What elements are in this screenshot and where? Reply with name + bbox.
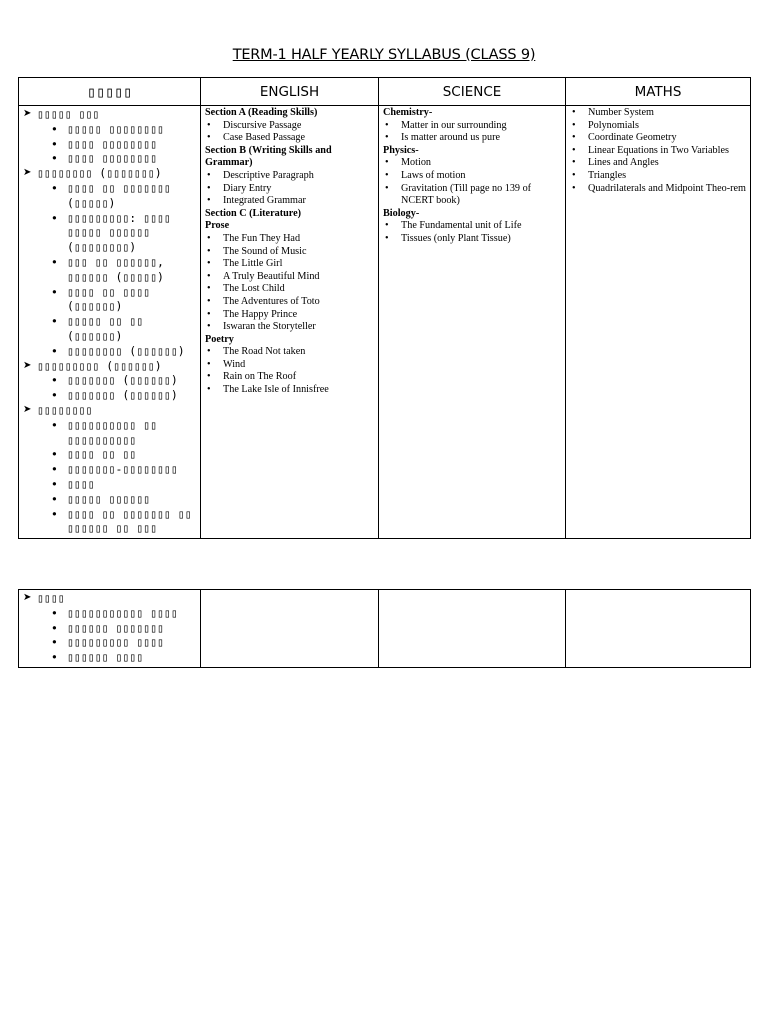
list-item: [383, 157, 562, 170]
list-item-text: ▯▯▯▯▯▯▯▯ (▯▯▯▯▯▯): [67, 343, 185, 358]
dot-bullet-icon: •: [385, 169, 389, 181]
list-item-text: The Little Girl: [223, 258, 283, 270]
dot-bullet-icon: •: [51, 635, 58, 650]
table-header-row: [19, 78, 751, 106]
dot-bullet-icon: •: [207, 258, 211, 270]
list-item-text: Is matter around us pure: [401, 132, 501, 144]
list-item: [51, 211, 198, 255]
list-item: [51, 621, 198, 636]
dot-bullet-icon: •: [207, 384, 211, 396]
section-label: ▯▯▯▯▯▯▯▯: [37, 402, 93, 417]
header-science: SCIENCE: [379, 78, 566, 106]
list-item: [205, 258, 375, 271]
dot-bullet-icon: •: [207, 119, 211, 131]
list-item: [51, 151, 198, 166]
list-item: [51, 650, 198, 665]
dot-bullet-icon: •: [207, 371, 211, 383]
hindi-list: [21, 107, 198, 536]
maths-column-continued: [566, 590, 751, 668]
list-item: [570, 120, 747, 133]
dot-bullet-icon: •: [207, 308, 211, 320]
dot-bullet-icon: •: [385, 157, 389, 169]
arrow-bullet-icon: ➤: [23, 108, 32, 119]
dot-bullet-icon: •: [572, 107, 576, 118]
section-heading: Chemistry-: [383, 107, 433, 118]
list-item: [383, 233, 562, 246]
dot-bullet-icon: •: [51, 314, 58, 329]
section-label: ▯▯▯▯▯ ▯▯▯: [37, 107, 100, 121]
list-item-text: ▯▯▯▯▯▯▯ (▯▯▯▯▯▯): [67, 373, 178, 388]
dot-bullet-icon: •: [51, 284, 58, 299]
list-item: [383, 183, 562, 208]
list-item-text: ▯▯▯▯▯▯▯▯▯: ▯▯▯▯ ▯▯▯▯▯ ▯▯▯▯▯▯ (▯▯▯▯▯▯▯▯): [67, 210, 171, 255]
list-item: [51, 477, 198, 492]
sublist: [37, 373, 198, 403]
list-item-text: Diary Entry: [223, 182, 272, 194]
dot-bullet-icon: •: [51, 254, 58, 269]
list-item: [205, 371, 375, 384]
list-item: [205, 233, 375, 246]
list-item-text: Wind: [223, 358, 246, 370]
list-item: [205, 283, 375, 296]
list-item-text: Motion: [401, 157, 432, 169]
list-item-text: Gravitation (Till page no 139 of NCERT book): [401, 182, 532, 207]
list-item-text: ▯▯▯▯▯ ▯▯▯▯▯▯▯▯: [67, 121, 164, 136]
list-item-text: Discursive Passage: [223, 119, 302, 131]
dot-bullet-icon: •: [207, 132, 211, 144]
list-item: [205, 346, 375, 359]
hindi-column: [19, 106, 201, 539]
list-item: [570, 157, 747, 170]
list-item-text: Quadrilaterals and Midpoint Theo-rem: [588, 182, 746, 194]
list-item-text: Iswaran the Storyteller: [223, 321, 316, 333]
dot-bullet-icon: •: [51, 121, 58, 136]
list-item: [51, 388, 198, 403]
list-item: [205, 183, 375, 196]
dot-bullet-icon: •: [51, 447, 58, 462]
section-label: ▯▯▯▯: [37, 591, 65, 605]
dot-bullet-icon: •: [207, 195, 211, 207]
dot-bullet-icon: •: [207, 245, 211, 257]
dot-bullet-icon: •: [572, 119, 576, 131]
dot-bullet-icon: •: [51, 491, 58, 506]
dot-bullet-icon: •: [207, 346, 211, 358]
section-heading: Biology-: [383, 207, 420, 219]
list-item-text: ▯▯▯▯▯▯ ▯▯▯▯: [67, 650, 144, 665]
dot-bullet-icon: •: [51, 506, 58, 521]
dot-bullet-icon: •: [51, 136, 58, 151]
list-item-text: ▯▯▯▯▯▯▯-▯▯▯▯▯▯▯▯: [67, 462, 178, 477]
list-item: [205, 296, 375, 309]
list-item: [205, 246, 375, 259]
table-row: [19, 590, 751, 668]
list-item-text: The Sound of Music: [223, 245, 307, 257]
dot-bullet-icon: •: [572, 169, 576, 181]
english-column-continued: [201, 590, 379, 668]
list-item-text: Case Based Passage: [223, 132, 306, 144]
list-item: [51, 462, 198, 477]
dot-bullet-icon: •: [51, 605, 58, 620]
list-item-text: ▯▯▯▯ ▯▯ ▯▯▯▯▯▯▯ ▯▯ ▯▯▯▯▯▯ ▯▯ ▯▯▯: [67, 506, 192, 536]
topic-list: [205, 170, 375, 208]
arrow-bullet-icon: ➤: [23, 167, 32, 179]
header-english: ENGLISH: [201, 78, 379, 106]
list-item-text: Number System: [588, 107, 654, 118]
dot-bullet-icon: •: [207, 283, 211, 295]
list-item: [51, 122, 198, 137]
dot-bullet-icon: •: [385, 132, 389, 144]
syllabus-table-continued: [18, 589, 751, 668]
list-item: [205, 384, 375, 397]
list-item-text: ▯▯▯▯: [67, 476, 95, 491]
list-item: [205, 271, 375, 284]
list-item: [51, 418, 198, 448]
list-item: [51, 447, 198, 462]
section-heading: Section C (Literature): [205, 207, 302, 219]
section-heading: Section B (Writing Skills and Grammar): [205, 144, 332, 169]
list-item: [51, 181, 198, 211]
page-title: TERM-1 HALF YEARLY SYLLABUS (CLASS 9): [232, 47, 536, 63]
maths-column: [566, 106, 751, 539]
list-item: [570, 145, 747, 158]
list-item-text: Coordinate Geometry: [588, 132, 677, 144]
sublist: [37, 181, 198, 359]
list-item: [205, 170, 375, 183]
dot-bullet-icon: •: [207, 358, 211, 370]
dot-bullet-icon: •: [572, 144, 576, 156]
list-item: [205, 321, 375, 334]
list-item-text: Lines and Angles: [588, 157, 659, 169]
science-column-continued: [379, 590, 566, 668]
dot-bullet-icon: •: [207, 169, 211, 181]
topic-list: [205, 120, 375, 145]
section-heading: Section A (Reading Skills): [205, 107, 318, 118]
dot-bullet-icon: •: [51, 210, 58, 225]
dot-bullet-icon: •: [385, 232, 389, 244]
table-body-row: [19, 106, 751, 539]
second-sublist: [37, 606, 198, 665]
list-item-text: Laws of motion: [401, 169, 466, 181]
dot-bullet-icon: •: [51, 388, 58, 403]
list-item: [21, 403, 198, 536]
list-item-text: ▯▯▯▯▯▯▯▯▯▯▯ ▯▯▯▯: [67, 605, 178, 620]
list-item-text: ▯▯▯▯ ▯▯ ▯▯: [67, 447, 137, 462]
list-item: [570, 183, 747, 196]
topic-list: [205, 346, 375, 396]
list-item-text: The Happy Prince: [223, 308, 298, 320]
topic-list: [205, 233, 375, 334]
dot-bullet-icon: •: [207, 232, 211, 244]
topic-list: [383, 157, 562, 207]
list-item: [205, 120, 375, 133]
list-item-text: The Road Not taken: [223, 346, 306, 358]
dot-bullet-icon: •: [207, 321, 211, 333]
dot-bullet-icon: •: [51, 417, 58, 432]
section-label: ▯▯▯▯▯▯▯▯ (▯▯▯▯▯▯▯): [37, 166, 162, 181]
list-item: [51, 507, 198, 537]
list-item-text: Tissues (only Plant Tissue): [401, 232, 511, 244]
list-item: [570, 132, 747, 145]
science-column: [379, 106, 566, 539]
list-item: [51, 635, 198, 650]
list-item-text: Rain on The Roof: [223, 371, 297, 383]
second-list: [21, 591, 198, 665]
dot-bullet-icon: •: [572, 132, 576, 144]
dot-bullet-icon: •: [51, 476, 58, 491]
list-item: [51, 255, 198, 285]
sublist: [37, 122, 198, 166]
dot-bullet-icon: •: [51, 462, 58, 477]
topic-list: [383, 220, 562, 245]
list-item: [51, 373, 198, 388]
sublist: [37, 418, 198, 536]
dot-bullet-icon: •: [207, 182, 211, 194]
list-item: [205, 359, 375, 372]
list-item-text: The Adventures of Toto: [223, 295, 320, 307]
list-item-text: ▯▯▯▯ ▯▯▯▯▯▯▯▯: [67, 151, 158, 166]
list-item: [51, 314, 198, 344]
list-item: [383, 132, 562, 145]
dot-bullet-icon: •: [385, 182, 389, 194]
topic-list: [570, 107, 747, 195]
english-column: [201, 106, 379, 539]
header-hindi: ▯▯▯▯▯: [19, 78, 201, 106]
list-item-text: Triangles: [588, 169, 627, 181]
dot-bullet-icon: •: [51, 180, 58, 195]
section-label: ▯▯▯▯▯▯▯▯▯ (▯▯▯▯▯▯): [37, 358, 162, 373]
list-item-text: Polynomials: [588, 119, 639, 131]
list-item: [21, 359, 198, 403]
list-item-text: ▯▯▯▯▯ ▯▯▯▯▯▯: [67, 491, 151, 506]
dot-bullet-icon: •: [207, 270, 211, 282]
list-item-text: Linear Equations in Two Variables: [588, 144, 729, 156]
list-item-text: ▯▯▯▯ ▯▯ ▯▯▯▯▯▯▯ (▯▯▯▯▯): [67, 180, 171, 210]
list-item: [21, 591, 198, 665]
list-item: [205, 309, 375, 322]
list-item-text: ▯▯▯ ▯▯ ▯▯▯▯▯▯, ▯▯▯▯▯▯ (▯▯▯▯▯): [67, 254, 164, 284]
dot-bullet-icon: •: [572, 182, 576, 194]
list-item: [51, 606, 198, 621]
dot-bullet-icon: •: [51, 620, 58, 635]
list-item: [205, 195, 375, 208]
dot-bullet-icon: •: [51, 151, 58, 166]
section-heading: Physics-: [383, 144, 419, 156]
list-item-text: Matter in our surrounding: [401, 119, 507, 131]
dot-bullet-icon: •: [51, 373, 58, 388]
arrow-bullet-icon: ➤: [23, 592, 32, 603]
list-item: [570, 107, 747, 120]
list-item: [383, 120, 562, 133]
hindi-column-continued: [19, 590, 201, 668]
list-item: [51, 137, 198, 152]
list-item: [51, 285, 198, 315]
list-item-text: The Fundamental unit of Life: [401, 220, 522, 232]
list-item-text: ▯▯▯▯ ▯▯▯▯▯▯▯▯: [67, 136, 158, 151]
list-item: [570, 170, 747, 183]
header-maths: MATHS: [566, 78, 751, 106]
list-item-text: ▯▯▯▯▯▯▯▯▯ ▯▯▯▯: [67, 635, 164, 650]
dot-bullet-icon: •: [207, 295, 211, 307]
list-item: [51, 344, 198, 359]
list-item: [205, 132, 375, 145]
list-item: [383, 170, 562, 183]
list-item-text: Integrated Grammar: [223, 195, 306, 207]
list-item-text: ▯▯▯▯▯▯▯ (▯▯▯▯▯▯): [67, 388, 178, 403]
section-heading: Poetry: [205, 333, 234, 345]
arrow-bullet-icon: ➤: [23, 403, 32, 415]
dot-bullet-icon: •: [51, 343, 58, 358]
dot-bullet-icon: •: [385, 119, 389, 131]
list-item: [383, 220, 562, 233]
arrow-bullet-icon: ➤: [23, 359, 32, 371]
list-item-text: The Lake Isle of Innisfree: [223, 384, 329, 396]
list-item: [21, 166, 198, 358]
list-item-text: ▯▯▯▯▯ ▯▯ ▯▯ (▯▯▯▯▯▯): [67, 314, 144, 343]
syllabus-table: [18, 77, 751, 539]
list-item-text: A Truly Beautiful Mind: [223, 270, 320, 282]
topic-list: [383, 120, 562, 145]
list-item-text: ▯▯▯▯▯▯▯▯▯▯ ▯▯ ▯▯▯▯▯▯▯▯▯▯: [67, 417, 158, 447]
section-heading: Prose: [205, 220, 230, 232]
list-item-text: Descriptive Paragraph: [223, 169, 314, 181]
list-item: [51, 492, 198, 507]
list-item: [21, 107, 198, 166]
list-item-text: ▯▯▯▯▯▯ ▯▯▯▯▯▯▯: [67, 620, 164, 635]
dot-bullet-icon: •: [572, 157, 576, 169]
dot-bullet-icon: •: [51, 650, 58, 665]
dot-bullet-icon: •: [385, 220, 389, 232]
list-item-text: ▯▯▯▯ ▯▯ ▯▯▯▯ (▯▯▯▯▯▯): [67, 284, 151, 314]
list-item-text: The Fun They Had: [223, 232, 301, 244]
list-item-text: The Lost Child: [223, 283, 285, 295]
